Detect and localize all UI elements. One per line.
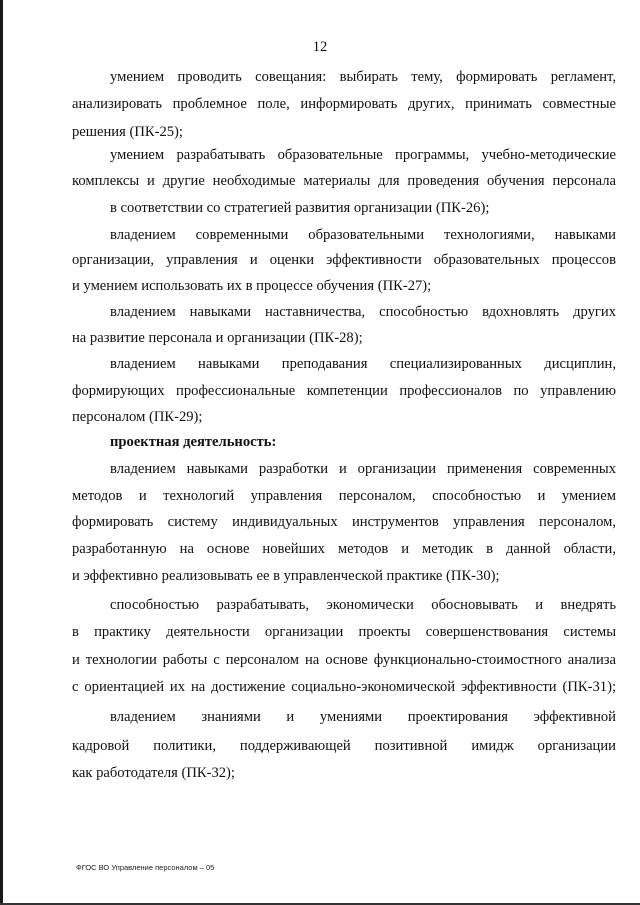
text-line: владением навыками разработки и организации применения современных	[110, 461, 616, 477]
text-line: и технологии работы с персоналом на основе функционально-стоимостного анализа	[72, 652, 616, 668]
text-line: комплексы и другие необходимые материалы для проведения обучения персонала	[72, 173, 616, 189]
text-line: владением навыками преподавания специализированных дисциплин,	[110, 356, 616, 372]
text-line: умением проводить совещания: выбирать тему, формировать регламент,	[110, 69, 616, 85]
text-line: способностью разрабатывать, экономически обосновывать и внедрять	[110, 597, 616, 613]
text-line: владением навыками наставничества, способностью вдохновлять других	[110, 304, 616, 320]
text-line: и эффективно реализовывать ее в управленческой практике (ПК-30);	[72, 568, 500, 584]
section-heading: проектная деятельность:	[110, 434, 277, 450]
text-line: персоналом (ПК-29);	[72, 409, 203, 425]
text-line: разработанную на основе новейших методов и методик в данной области,	[72, 541, 616, 557]
text-line: на развитие персонала и организации (ПК-28);	[72, 330, 363, 346]
text-line: кадровой политики, поддерживающей позитивной имидж организации	[72, 738, 616, 754]
text-line: как работодателя (ПК-32);	[72, 765, 235, 781]
text-line: формировать систему индивидуальных инструментов управления персоналом,	[72, 514, 616, 530]
text-line: организации, управления и оценки эффективности образовательных процессов	[72, 252, 616, 268]
text-line: анализировать проблемное поле, информировать других, принимать совместные	[72, 96, 616, 112]
text-line: в практику деятельности организации проекты совершенствования системы	[72, 624, 616, 640]
footer-caption: ФГОС ВО Управление персоналом – 05	[76, 863, 215, 872]
text-line: формирующих профессиональные компетенции профессионалов по управлению	[72, 383, 616, 399]
text-line: и умением использовать их в процессе обучения (ПК-27);	[72, 278, 432, 294]
text-line: решения (ПК-25);	[72, 124, 183, 140]
text-line: владением современными образовательными технологиями, навыками	[110, 227, 616, 243]
page-number: 12	[312, 39, 328, 55]
text-line: методов и технологий управления персоналом, способностью и умением	[72, 488, 616, 504]
text-line: умением разрабатывать образовательные программы, учебно-методические	[110, 147, 616, 163]
text-line: с ориентацией их на достижение социально-экономической эффективности (ПК-31);	[72, 679, 616, 695]
text-line: в соответствии со стратегией развития организации (ПК-26);	[110, 200, 490, 216]
scan-edge-left	[0, 0, 3, 905]
text-line: владением знаниями и умениями проектирования эффективной	[110, 709, 616, 725]
